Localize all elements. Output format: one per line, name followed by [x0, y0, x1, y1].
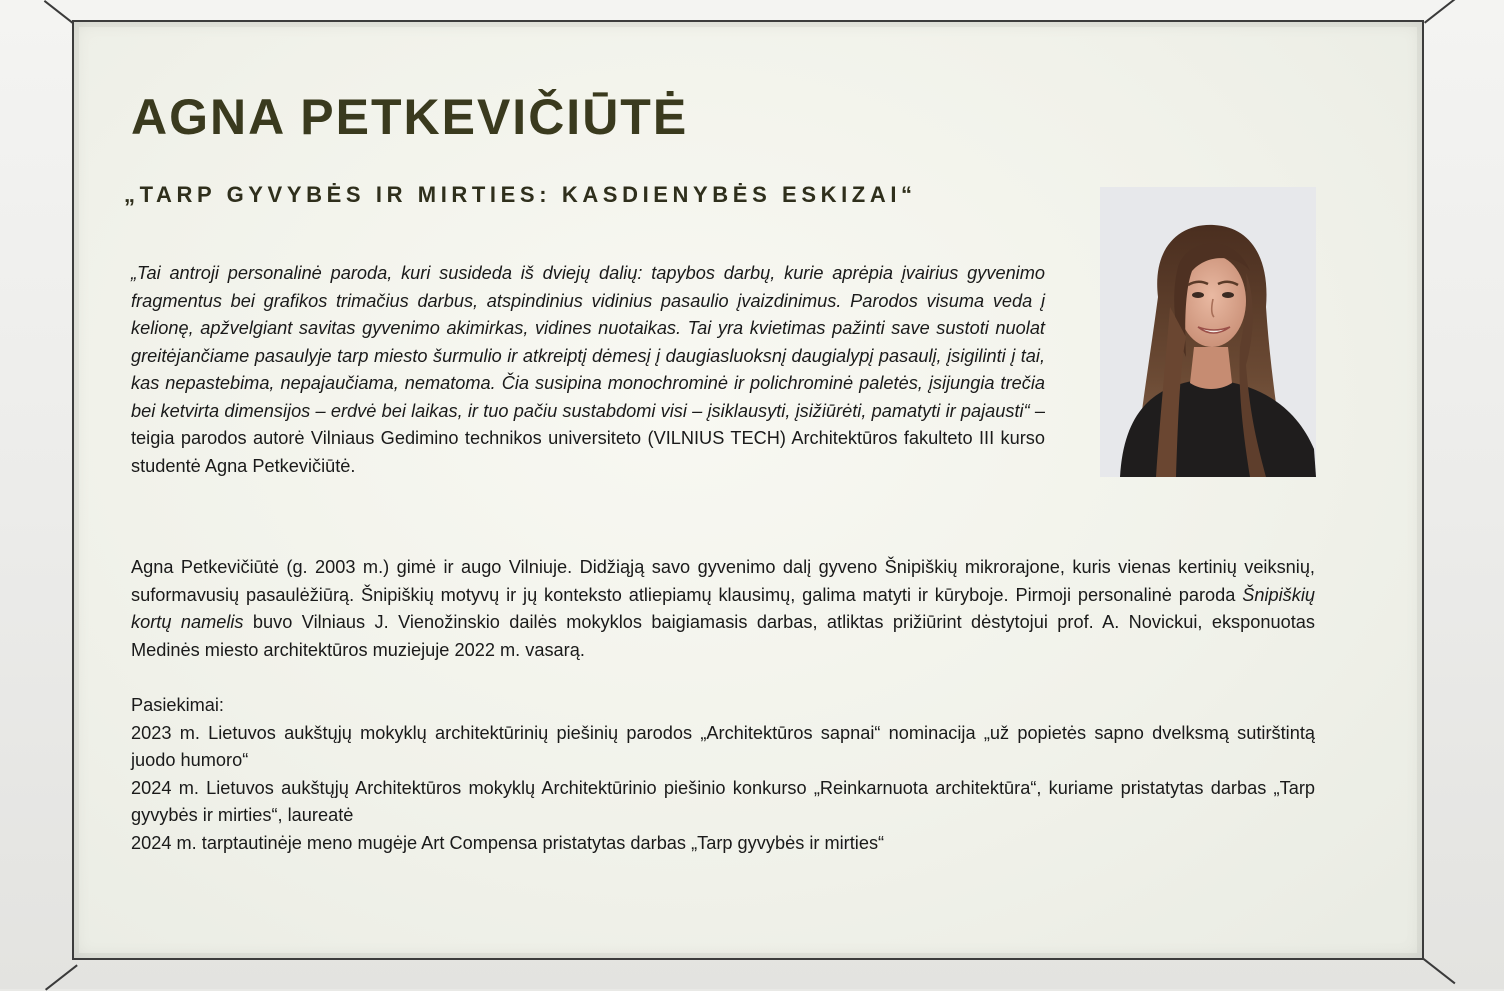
quote-attribution-text: – teigia parodos autorė Vilniaus Gedimino technikos universiteto (VILNIUS TECH) Architektūros fakulteto III kurso studentė Agna Petkevičiūtė.	[131, 400, 1046, 476]
portrait-photo	[1100, 187, 1316, 477]
exhibition-placard	[72, 20, 1424, 960]
artist-biography	[131, 554, 1315, 664]
achievement-item: 2024 m. Lietuvos aukštųjų Architektūros mokyklų Architektūrinio piešinio konkurso „Reinkarnuota architektūra“, kuriame pristatytas darbas „Tarp gyvybės ir mirties“, laureatė	[131, 777, 1315, 825]
artist-name-title: AGNA PETKEVIČIŪTĖ	[131, 89, 689, 145]
bio-text-part1: Agna Petkevičiūtė (g. 2003 m.) gimė ir augo Vilniuje. Didžiąją savo gyvenimo dalį gyveno Šnipiškių mikrorajone, kuris vienas kertinių veiksnių, suformavusių pasaulėžiūrą. Šnipiškių motyvų ir jų konteksto atliepiamų klausimų, galima matyti ir kūryboje. Pirmoji personalinė paroda	[131, 557, 1315, 605]
exhibition-subtitle: „TARP GYVYBĖS IR MIRTIES: KASDIENYBĖS ESKIZAI“	[124, 182, 917, 207]
frame-bevel-bottom-left	[45, 964, 78, 990]
first-exhibition-title: Šnipiškių kortų namelis	[131, 584, 1315, 632]
portrait-icon	[1100, 187, 1316, 477]
frame-bevel-top-right	[1424, 0, 1457, 24]
frame-bevel-bottom-right	[1423, 958, 1456, 984]
quote-italic-text: „Tai antroji personalinė paroda, kuri susideda iš dviejų dalių: tapybos darbų, kurie aprėpia įvairius gyvenimo fragmentus bei grafikos trimačius darbus, atspindinius vidinius pasaulio įvaizdinimus. Parodos visuma veda į kelionę, apžvelgiant savitas gyvenimo akimirkas, vidines nuotaikas. Tai yra kvietimas pažinti save sustoti nuolat greitėjančiame pasaulyje tarp miesto šurmulio ir atkreiptį dėmesį į daugiasluoksnį daugialypį pasaulį, įsigilinti į tai, kas nepastebima, nepajaučiama, nematoma. Čia susipina monochrominė ir polichrominė paletės, įsijungia trečia bei ketvirta dimensijos – erdvė bei laikas, ir tuo pačiu sustabdomi visi – įsiklausyti, įsižiūrėti, pamatyti ir pajausti“	[131, 263, 1045, 421]
artist-statement-quote	[131, 260, 1045, 480]
achievements-section	[131, 692, 1315, 857]
achievement-item: 2024 m. tarptautinėje meno mugėje Art Compensa pristatytas darbas „Tarp gyvybės ir mirties“	[131, 832, 885, 853]
bio-text-part2: buvo Vilniaus J. Vienožinskio dailės mokyklos baigiamasis darbas, atliktas prižiūrint dėstytojui prof. A. Novickui, eksponuotas Medinės miesto architektūros muziejuje 2022 m. vasarą.	[131, 612, 1315, 660]
achievements-heading: Pasiekimai:	[131, 695, 224, 715]
achievement-item: 2023 m. Lietuvos aukštųjų mokyklų architektūrinių piešinių parodos „Architektūros sapnai“ nominacija „už popietės sapno dvelksmą sutirštintą juodo humoro“	[131, 722, 1315, 770]
